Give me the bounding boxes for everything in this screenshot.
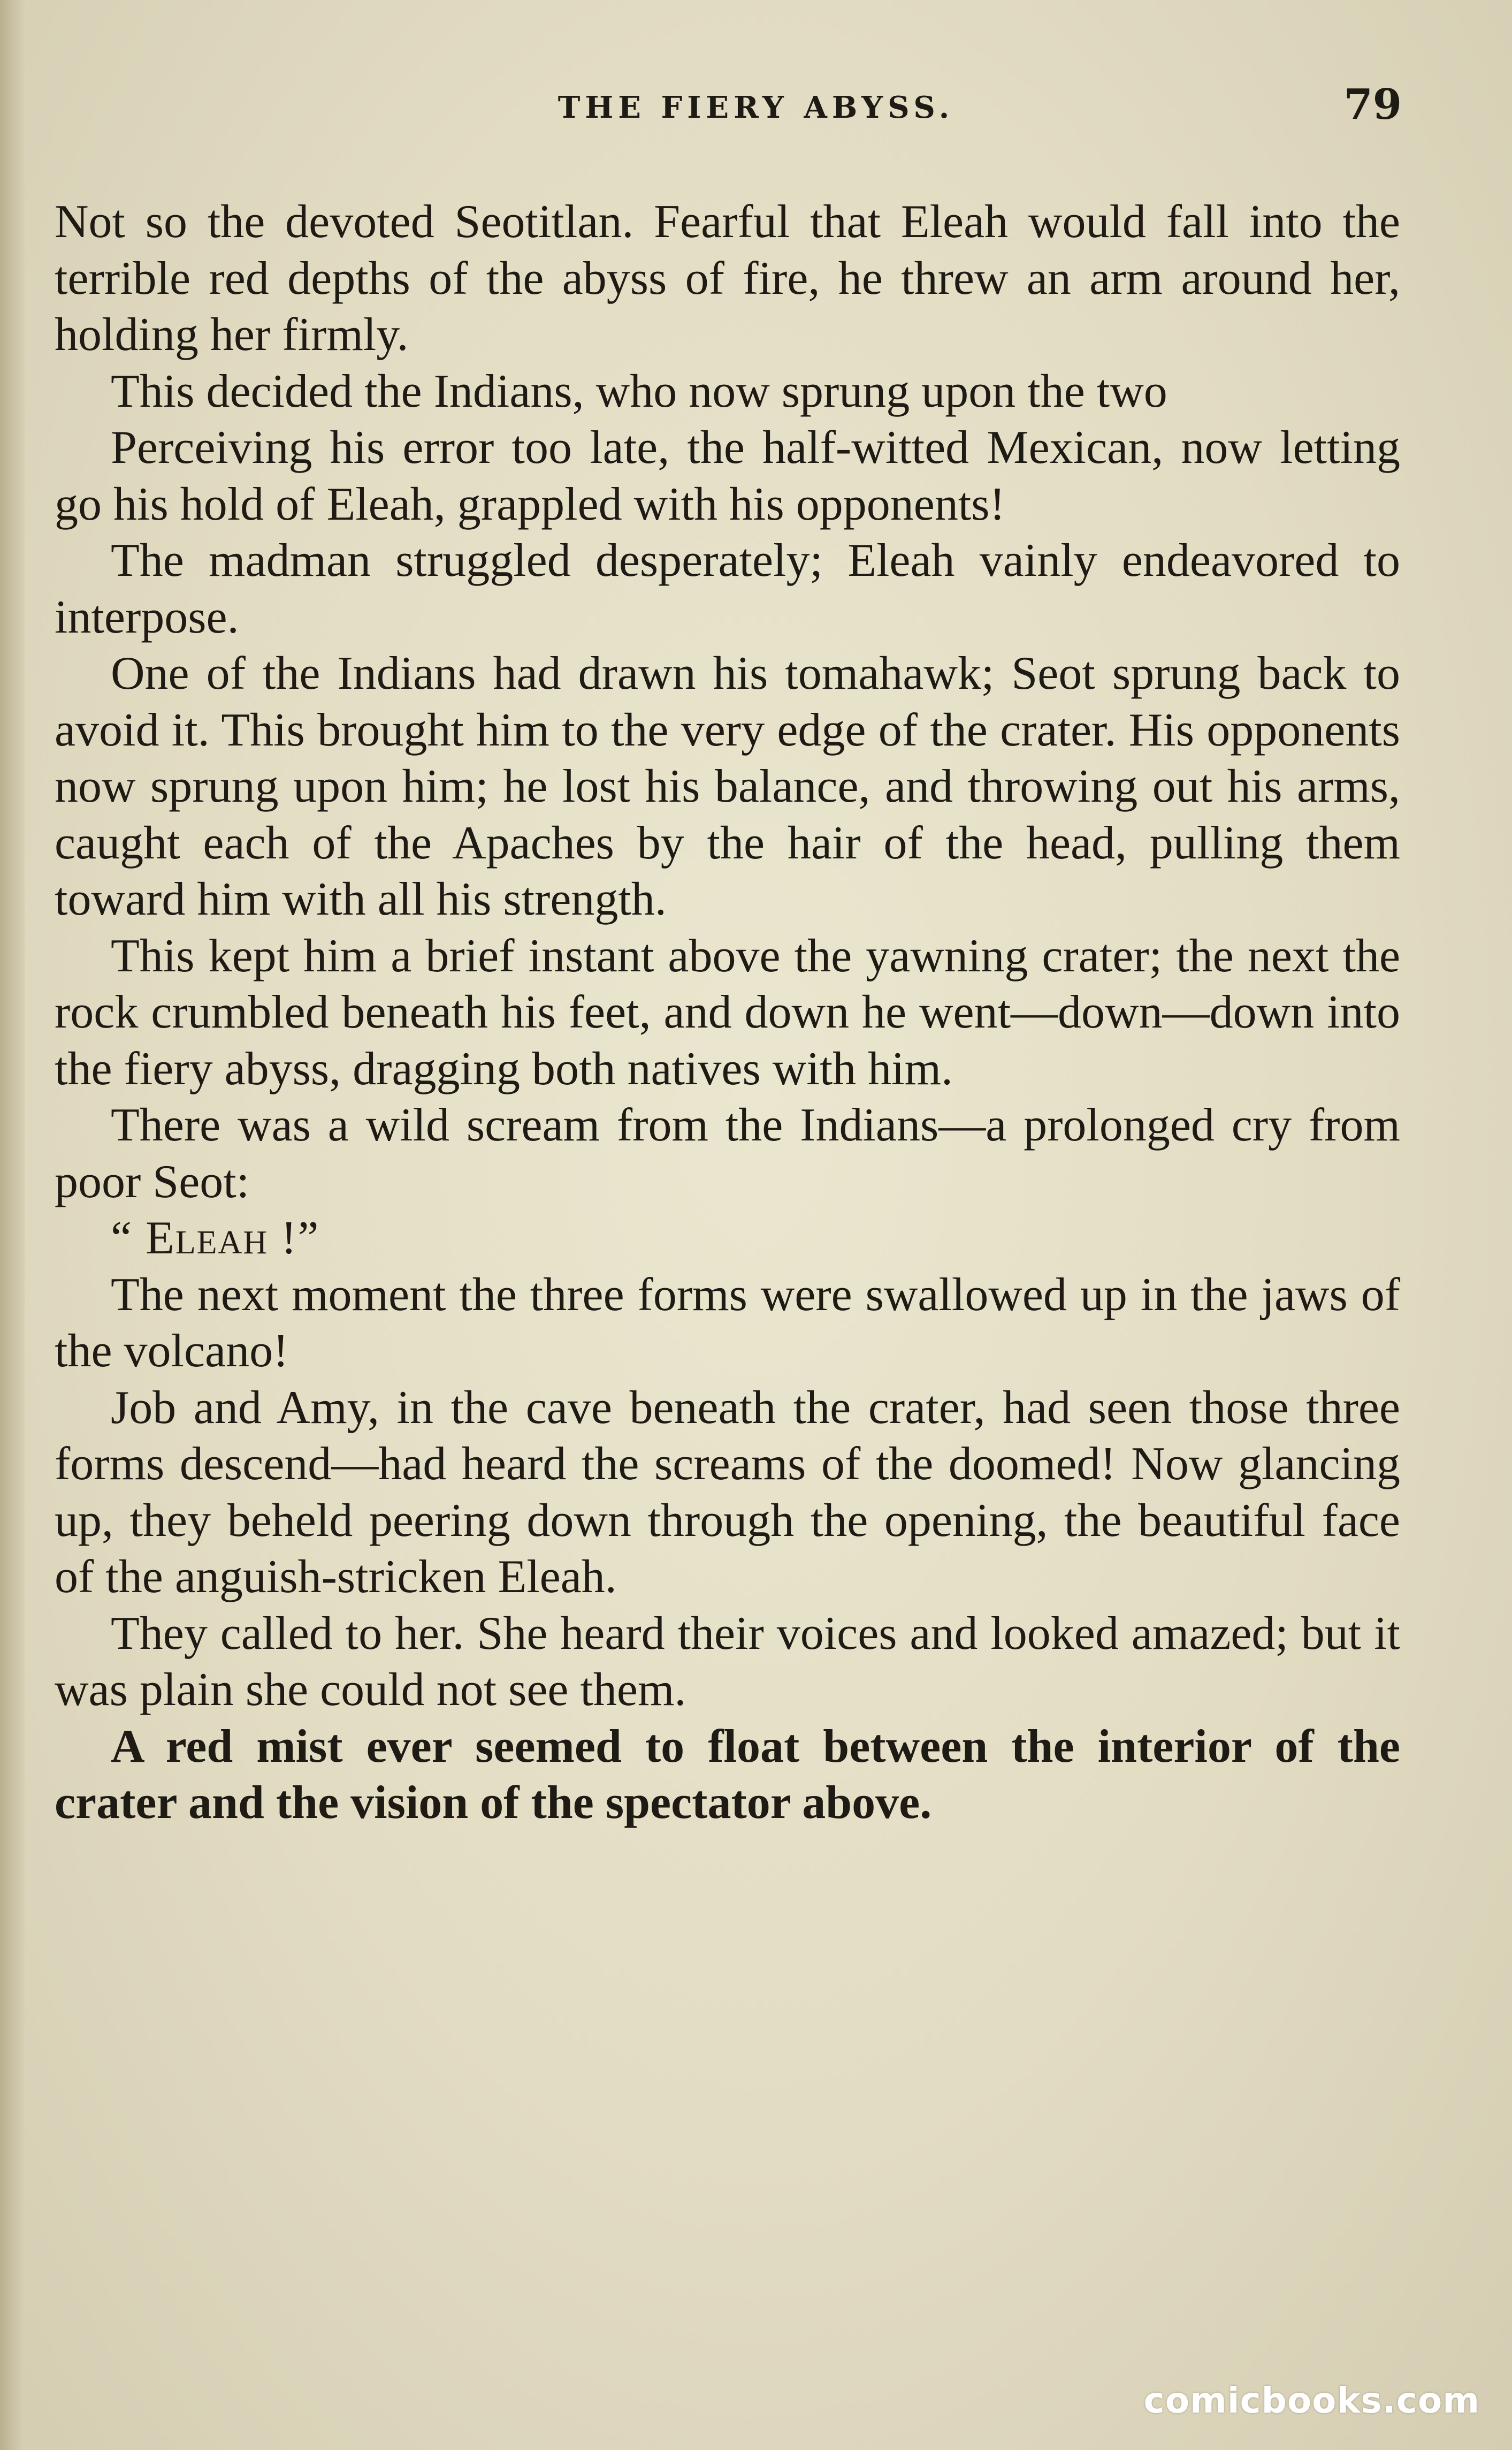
paragraph: Not so the devoted Seotitlan. Fearful that Eleah would fall into the terrible red depths of the abyss of fire, he threw an arm around her, holding her firmly. — [55, 196, 1400, 361]
page-number: 79 — [1343, 80, 1402, 129]
paragraph: The madman struggled desperately; Eleah vainly endeavored to interpose. — [55, 535, 1400, 643]
paragraph: Job and Amy, in the cave beneath the crater, had seen those three forms descend—had heard the screams of the doomed! Now glancing up, they beheld peering down through the opening, the beautiful face of the anguish-stricken Eleah. — [55, 1381, 1400, 1603]
paragraph: They called to her. She heard their voices and looked amazed; but it was plain she could not see them. — [55, 1607, 1400, 1716]
paragraph: One of the Indians had drawn his tomahawk; Seot sprung back to avoid it. This brought him to the very edge of the crater. His opponents now sprung upon him; he lost his balance, and throwing out his arms, caught each of the Apaches by the hair of the head, pulling them toward him with all his strength. — [55, 648, 1400, 925]
paragraph: Perceiving his error too late, the half-witted Mexican, now letting go his hold of Eleah, grappled with his opponents! — [55, 422, 1400, 530]
paragraph: A red mist ever seemed to float between the interior of the crater and the vision of the spectator above. — [55, 1720, 1400, 1829]
paragraph: This decided the Indians, who now sprung upon the two — [111, 365, 1167, 417]
running-title: THE FIERY ABYSS. — [558, 90, 954, 125]
paragraph: There was a wild scream from the Indians—a prolonged cry from poor Seot: — [55, 1099, 1400, 1208]
exclamation-line: “ Eleah !” — [111, 1212, 320, 1264]
body-text — [55, 194, 1400, 1831]
site-watermark: comicbooks.com — [1143, 2380, 1480, 2421]
paragraph: This kept him a brief instant above the yawning crater; the next the rock crumbled beneath his feet, and down he went—down—down into the fiery abyss, dragging both natives with him. — [55, 930, 1400, 1095]
page-gutter-shadow — [0, 0, 25, 2450]
paragraph: The next moment the three forms were swallowed up in the jaws of the volcano! — [55, 1268, 1400, 1377]
